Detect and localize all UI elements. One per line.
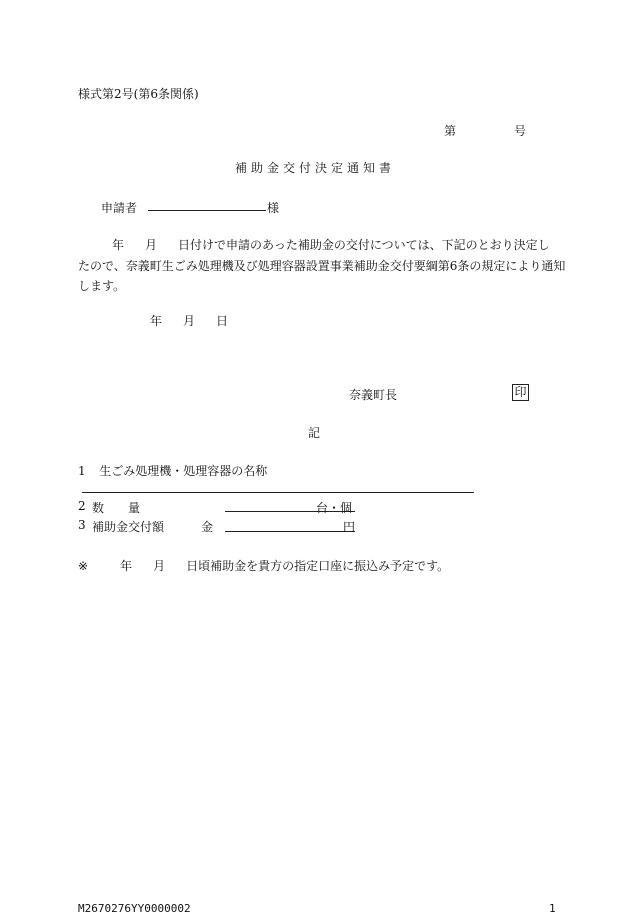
date-day: 日 (216, 314, 229, 328)
document-number-label: 第 (444, 124, 457, 138)
payment-note (78, 557, 449, 574)
date-line (150, 312, 228, 329)
note-month: 月 (153, 559, 166, 573)
document-number-suffix: 号 (514, 124, 527, 138)
item-1-name-line (82, 492, 474, 493)
body-month: 月 (145, 238, 158, 252)
item-3-amount-line (225, 531, 355, 532)
applicant-name-line (148, 210, 266, 211)
item-3-prefix: 金 (201, 520, 214, 534)
applicant-label: 申請者 (101, 201, 138, 215)
body-text (78, 235, 566, 297)
note-year: 年 (120, 559, 133, 573)
footer-code: M2670276YY0000002 (78, 902, 191, 915)
body-line-3: します。 (78, 279, 126, 293)
note-text: 日頃補助金を貴方の指定口座に振込み予定です。 (186, 559, 450, 573)
body-year: 年 (112, 238, 125, 252)
body-line-1 (78, 235, 552, 256)
item-2-unit: 台・個 (316, 501, 353, 515)
seal-mark: 印 (512, 384, 529, 401)
item-2-number: 2 (78, 499, 86, 513)
item-3-label: 補助金交付額 (92, 520, 165, 534)
page-number: 1 (549, 902, 556, 915)
date-month: 月 (183, 314, 196, 328)
item-3-unit: 円 (343, 520, 356, 534)
item-1-label: 生ごみ処理機・処理容器の名称 (99, 464, 268, 478)
signatory-title: 奈義町長 (349, 388, 398, 402)
date-year: 年 (150, 314, 163, 328)
ki-heading: 記 (308, 426, 321, 440)
applicant-honorific: 様 (267, 201, 280, 215)
note-mark: ※ (78, 559, 89, 573)
body-line-2: たので、奈義町生ごみ処理機及び処理容器設置事業補助金交付要綱第6条の規定により通知 (78, 258, 566, 273)
item-1-number: 1 (78, 464, 86, 478)
form-number: 様式第2号(第6条関係) (78, 87, 199, 101)
item-2-label: 数 量 (92, 501, 141, 515)
item-3-number: 3 (78, 518, 86, 532)
body-line1-rest: 日付けで申請のあった補助金の交付については、下記のとおり決定し (178, 238, 550, 252)
document-title: 補助金交付決定通知書 (234, 161, 395, 175)
item-1 (78, 462, 267, 479)
